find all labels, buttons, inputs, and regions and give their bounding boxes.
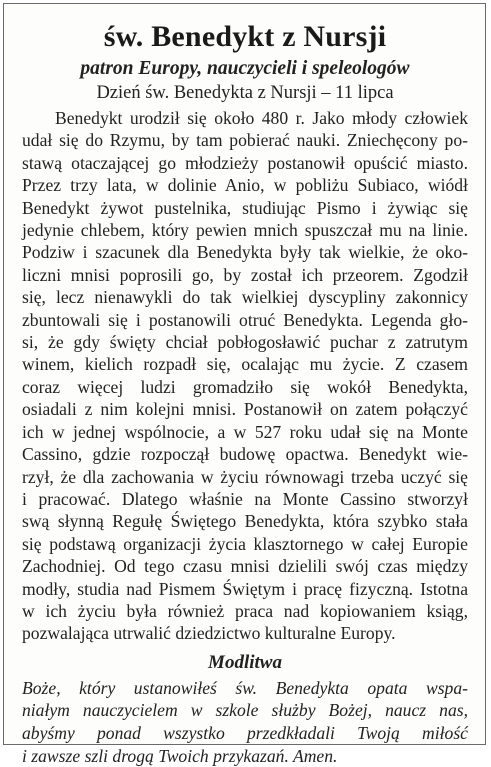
body-line: swą słynną Regułę Świętego Benedykta, która szybko stała bbox=[22, 511, 468, 532]
card-content bbox=[22, 4, 468, 767]
page-title: św. Benedykt z Nursji bbox=[103, 20, 387, 53]
prayer-text bbox=[22, 677, 468, 767]
prayer-line: niałym nauczycielem w szkole służby Bożej, naucz nas, bbox=[22, 700, 468, 721]
body-line: si, że gdy święty chciał pobłogosławić puchar z zatrutym bbox=[22, 332, 468, 353]
body-line: ich w jednej wspólnocie, a w 527 roku udał się na Monte bbox=[22, 421, 468, 442]
body-line: Przez trzy lata, w dolinie Anio, w pobliżu Subiaco, wiódł bbox=[22, 175, 468, 196]
body-line: Benedykt żywot pustelnika, studiując Pismo i żywiąc się bbox=[22, 197, 468, 218]
body-line: zbuntowali się i postanowili otruć Benedykta. Legenda gło- bbox=[22, 309, 468, 330]
patronage-subtitle: patron Europy, nauczycieli i speleologów bbox=[80, 58, 410, 79]
prayer-line: abyśmy ponad wszystko przedkładali Twoją miłość bbox=[22, 722, 468, 743]
body-line: stawą otaczającej go młodzieży postanowił opuścić miasto. bbox=[22, 152, 468, 173]
body-line: winem, kielich rozpadł się, ocalając mu życie. Z czasem bbox=[22, 354, 468, 375]
body-line: Podziw i szacunek dla Benedykta były tak wielkie, że oko- bbox=[22, 242, 468, 263]
body-line: i pracować. Dlatego właśnie na Monte Cassino stworzył bbox=[22, 488, 468, 509]
body-line: w ich życiu była również praca nad kopiowaniem ksiąg, bbox=[22, 600, 468, 621]
body-line: coraz więcej ludzi gromadziło się wokół Benedykta, bbox=[22, 376, 468, 397]
biography-text bbox=[22, 107, 468, 645]
body-line: się podstawą organizacji życia klasztornego w całej Europie bbox=[22, 533, 468, 554]
prayer-line: i zawsze szli drogą Twoich przykazań. Amen. bbox=[22, 745, 338, 766]
body-line: pozwalająca utrwalić dziedzictwo kulturalne Europy. bbox=[22, 623, 396, 644]
body-line: rzył, że dla zachowania w życiu równowagi trzeba uczyć się bbox=[22, 466, 468, 487]
body-line: Cassino, gdzie rozpoczął budowę opactwa. Benedykt wie- bbox=[22, 444, 468, 465]
body-line: modły, studia nad Pismem Świętym i pracę fizyczną. Istotna bbox=[22, 578, 468, 599]
body-line: udał się do Rzymu, by tam pobierać nauki. Zniechęcony po- bbox=[22, 130, 468, 151]
body-line: osiadali z nim kolejni mnisi. Postanowił on zatem połączyć bbox=[22, 399, 468, 420]
prayer-card bbox=[3, 3, 486, 766]
body-line: jedynie chlebem, który pewien mnich spuszczał mu na linie. bbox=[22, 220, 468, 241]
body-line: się, lecz nienawykli do tak wielkiej dyscypliny zakonnicy bbox=[22, 287, 468, 308]
body-line: Benedykt urodził się około 480 r. Jako młody człowiek bbox=[55, 108, 468, 128]
prayer-heading: Modlitwa bbox=[208, 651, 282, 673]
prayer-line: Boże, który ustanowiłeś św. Benedykta opata wspa- bbox=[22, 677, 468, 698]
body-line: Zachodniej. Od tego czasu mnisi dzielili swój czas między bbox=[22, 556, 468, 577]
body-line: liczni mnisi poprosili go, by został ich przeorem. Zgodził bbox=[22, 264, 468, 285]
feast-day-line: Dzień św. Benedykta z Nursji – 11 lipca bbox=[96, 83, 394, 103]
